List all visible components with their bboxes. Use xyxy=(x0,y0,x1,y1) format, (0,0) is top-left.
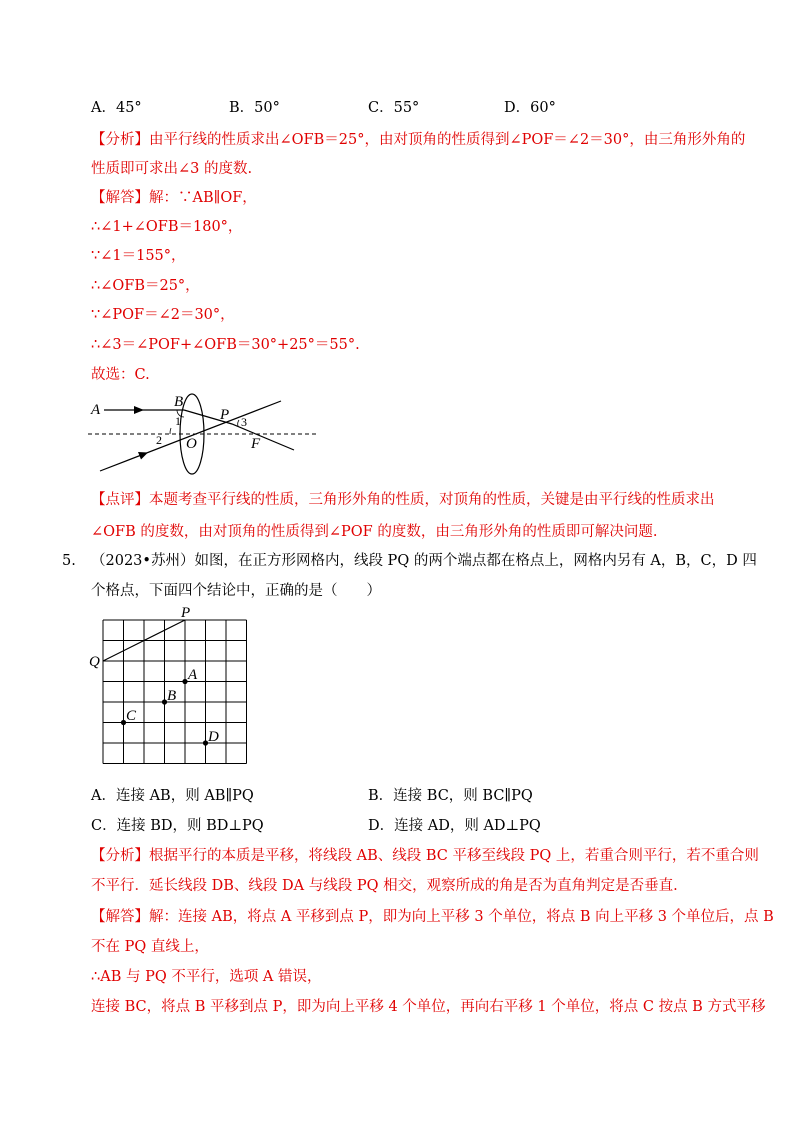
q4-solution-line-3: ∵∠1＝155°， xyxy=(91,248,186,264)
angle-3-arc xyxy=(238,420,239,426)
label-o: O xyxy=(186,436,197,452)
q5-analysis-line-2: 不平行．延长线段 DB、线段 DA 与线段 PQ 相交，观察所成的角是否为直角判定是否垂直. xyxy=(91,878,678,894)
ray-arrow-icon xyxy=(134,406,144,414)
label-a: A xyxy=(188,667,198,683)
q5-option-b[interactable]: B．连接 BC，则 BC∥PQ xyxy=(368,788,533,804)
lens-diagram xyxy=(88,390,320,478)
q5-option-c[interactable]: C．连接 BD，则 BD⊥PQ xyxy=(91,818,264,834)
q4-analysis-line-2: 性质即可求出∠3 的度数. xyxy=(91,161,253,177)
q4-analysis-line-1: 【分析】由平行线的性质求出∠OFB＝25°，由对顶角的性质得到∠POF＝∠2＝30°，由三角形外角的 xyxy=(91,132,746,148)
q4-comment-line-1: 【点评】本题考查平行线的性质，三角形外角的性质，对顶角的性质，关键是由平行线的性质求出 xyxy=(91,492,715,508)
label-p: P xyxy=(220,407,230,423)
square-grid-figure xyxy=(84,600,260,764)
ray-bpf xyxy=(184,410,294,450)
q4-solution-line-1: 【解答】解：∵AB∥OF， xyxy=(91,190,257,206)
q4-option-c[interactable]: C．55° xyxy=(368,100,420,116)
point-a xyxy=(182,679,187,684)
label-c: C xyxy=(126,708,137,724)
label-p: P xyxy=(181,605,191,621)
label-q: Q xyxy=(89,654,100,670)
q4-option-a[interactable]: A．45° xyxy=(91,100,142,116)
q4-comment-line-2: ∠OFB 的度数，由对顶角的性质得到∠POF 的度数，由三角形外角的性质即可解决问题. xyxy=(91,524,658,540)
q5-solution-line-1: 【解答】解：连接 AB，将点 A 平移到点 P，即为向上平移 3 个单位，将点 B 向上平移 3 个单位后，点 B xyxy=(91,909,774,925)
q5-analysis-line-1: 【分析】根据平行的本质是平移，将线段 AB、线段 BC 平移至线段 PQ 上，若重合则平行，若不重合则 xyxy=(91,848,759,864)
q4-solution-line-6: ∴∠3＝∠POF+∠OFB＝30°+25°＝55°. xyxy=(91,337,360,353)
q5-solution-line-4: 连接 BC，将点 B 平移到点 P，即为向上平移 4 个单位，再向右平移 1 个单位，将点 C 按点 B 方式平移 xyxy=(91,999,766,1015)
q4-solution-line-5: ∵∠POF＝∠2＝30°， xyxy=(91,307,235,323)
q5-solution-line-2: 不在 PQ 直线上， xyxy=(91,939,209,955)
label-f: F xyxy=(251,436,261,452)
label-b: B xyxy=(167,688,177,704)
q5-option-d[interactable]: D．连接 AD，则 AD⊥PQ xyxy=(368,818,541,834)
q5-stem-line-2: 个格点，下面四个结论中，正确的是（ ） xyxy=(91,583,381,599)
label-a: A xyxy=(91,402,101,418)
q4-solution-line-4: ∴∠OFB＝25°， xyxy=(91,278,200,294)
q5-solution-line-3: ∴AB 与 PQ 不平行，选项 A 错误， xyxy=(91,969,322,985)
q4-choice: 故选：C. xyxy=(91,367,150,383)
q4-option-d[interactable]: D．60° xyxy=(504,100,556,116)
label-1: 1 xyxy=(175,414,181,428)
label-2: 2 xyxy=(156,433,162,447)
angle-2-arc xyxy=(170,428,171,434)
q5-option-a[interactable]: A．连接 AB，则 AB∥PQ xyxy=(91,788,254,804)
ray-arrow-icon xyxy=(138,452,148,460)
q4-option-b[interactable]: B．50° xyxy=(229,100,280,116)
q5-number: 5. xyxy=(62,553,76,569)
q5-stem-line-1: （2023•苏州）如图，在正方形网格内，线段 PQ 的两个端点都在格点上，网格内另有 A，B，C，D 四 xyxy=(91,553,757,569)
label-3: 3 xyxy=(241,415,247,429)
label-d: D xyxy=(208,729,219,745)
q4-solution-line-2: ∴∠1+∠OFB＝180°， xyxy=(91,219,243,235)
label-b: B xyxy=(174,394,184,410)
